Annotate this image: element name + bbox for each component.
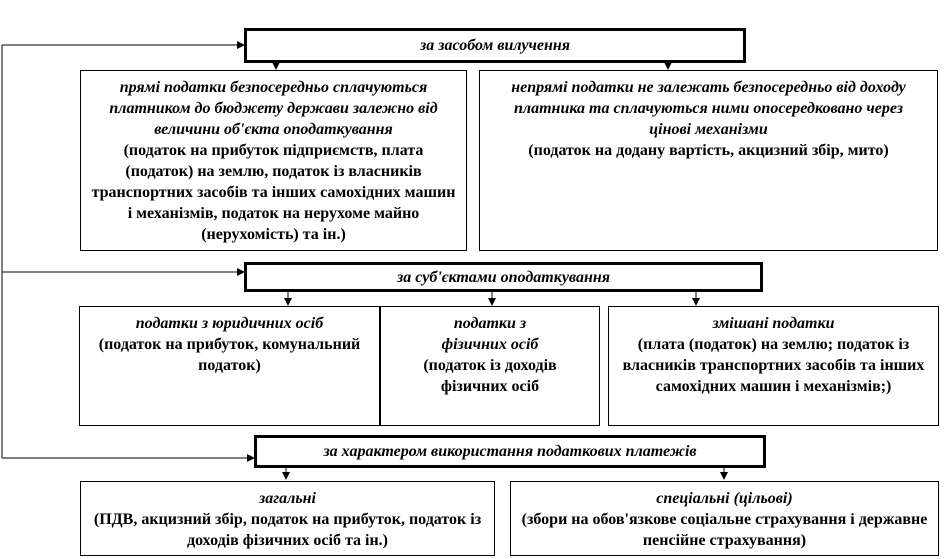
box-title: змішані податки [712,315,835,332]
box-indirect-taxes [479,70,938,251]
box-detail: (ПДВ, акцизний збір, податок на прибуток, податок із доходів фізичних осіб та ін.) [93,511,482,549]
box-legal-entity-taxes [79,306,380,426]
box-title: податки з юридичних осіб [135,315,324,332]
header-label: за суб'єктами оподаткування [397,268,610,286]
header-by-taxation-subjects [244,262,763,292]
header-by-payment-usage [254,435,766,468]
box-mixed-taxes [608,306,939,426]
box-detail: (збори на обов'язкове соціальне страхування і державне пенсійне страхування) [521,511,928,549]
box-detail: (плата (податок) на землю; податок із власників транспортних засобів та інших самохідних машин і механізмів;) [622,336,925,395]
box-general-taxes [80,481,495,556]
header-by-collection-method [244,28,746,63]
box-title: непрямі податки не залежать безпосередньо від доходу платника та сплачуються ними опосередковано через цінові механізми [511,79,906,138]
box-detail: (податок на додану вартість, акцизний збір, мито) [528,142,889,159]
box-individual-taxes [380,306,600,426]
header-label: за характером використання податкових платежів [323,443,697,460]
box-special-taxes [510,481,939,556]
box-detail: (податок на прибуток, комунальний податок) [98,336,361,374]
box-title: прямі податки безпосередньо сплачуються платником до бюджету держави залежно від величини об'єкта оподаткування [109,79,438,138]
box-title: загальні [259,490,316,507]
box-detail: (податок на прибуток підприємств, плата (податок) на землю, податок із власників транспортних засобів та інших самохідних машин і механізмів, податок на нерухоме майно (нерухомість) та ін.) [91,142,456,243]
header-label: за засобом вилучення [420,37,570,54]
box-direct-taxes [80,70,467,251]
box-detail: (податок із доходів фізичних осіб [423,357,557,395]
box-title: спеціальні (цільові) [656,490,793,507]
box-title: податки з фізичних осіб [441,315,539,353]
